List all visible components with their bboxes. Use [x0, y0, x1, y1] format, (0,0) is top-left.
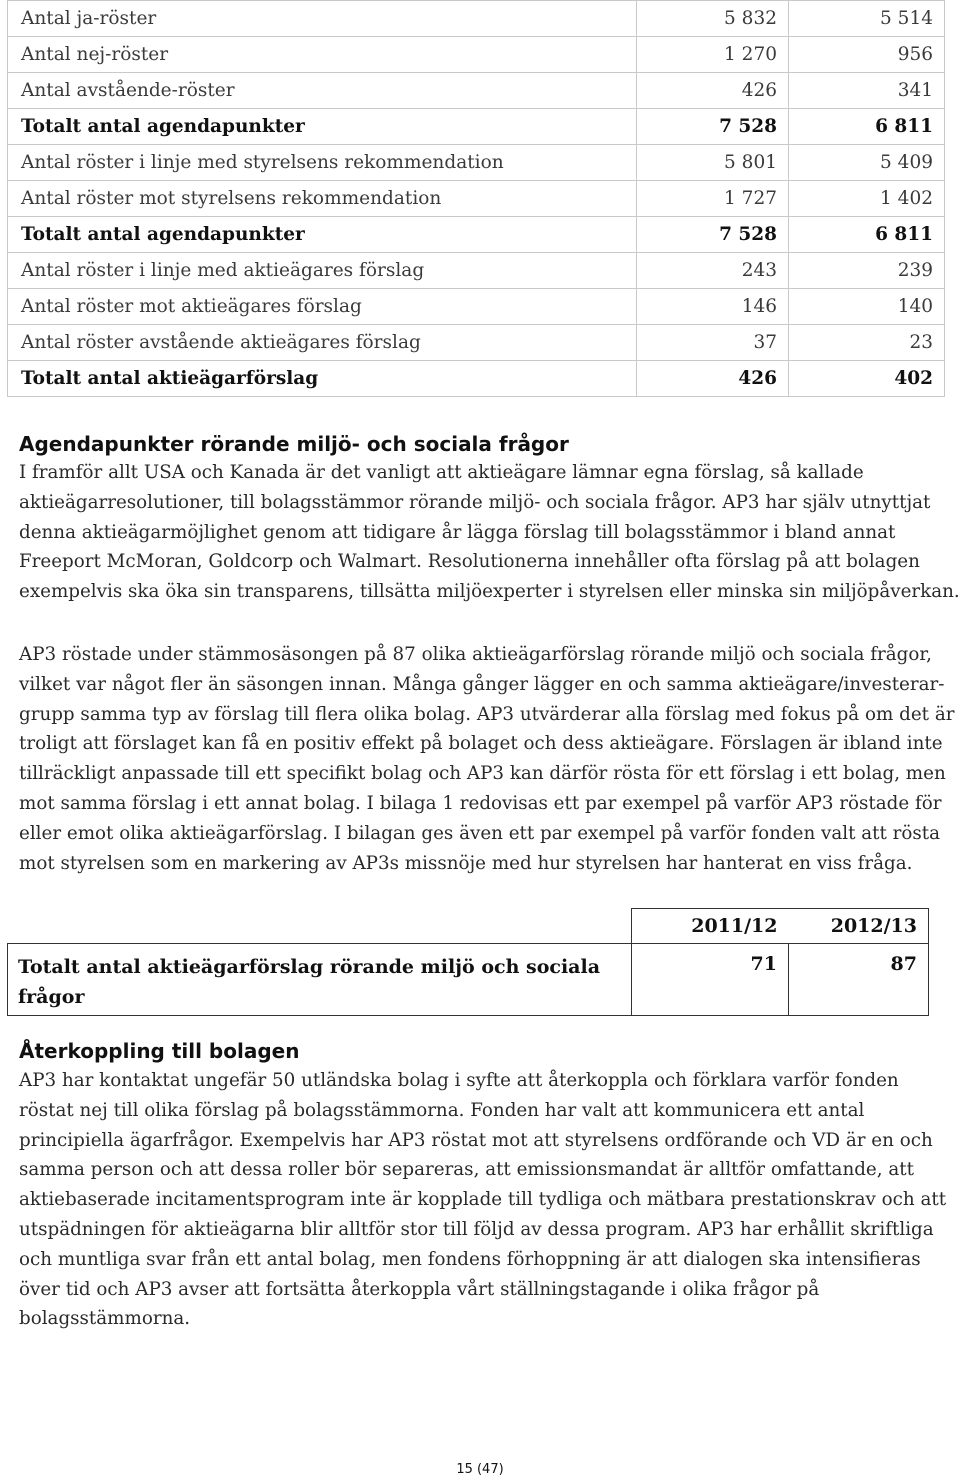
text-line: utspädningen för aktieägarna blir alltför stor till följd av dessa program. AP3 har erhållit skriftliga — [19, 1218, 934, 1240]
row-value-2012-13: 37 — [637, 325, 789, 361]
row-value-2012-13: 146 — [637, 289, 789, 325]
table-row — [8, 37, 945, 73]
table-row — [8, 361, 945, 397]
header-year-2: 2012/13 — [789, 909, 929, 944]
text-line: grupp samma typ av förslag till flera olika bolag. AP3 utvärderar alla förslag med fokus på om det är — [19, 703, 955, 725]
text-line: I framför allt USA och Kanada är det vanligt att aktieägare lämnar egna förslag, så kallade — [19, 462, 864, 483]
row-value-2012-13: 426 — [637, 361, 789, 397]
row-value-2012-13: 7 528 — [637, 217, 789, 253]
text-line: eller emot olika aktieägarförslag. I bilagan ges även ett par exempel på varför fonden valt att rösta — [19, 822, 941, 844]
row-value-2011-12: 239 — [789, 253, 945, 289]
row-label: Antal ja-röster — [8, 1, 637, 37]
row-label: Antal röster avstående aktieägares förslag — [8, 325, 637, 361]
row-label: Totalt antal agendapunkter — [8, 109, 637, 145]
row-label: Antal röster mot styrelsens rekommendation — [8, 181, 637, 217]
text-line: mot styrelsen som en markering av AP3s missnöje med hur styrelsen har hanterat en viss fråga. — [19, 852, 913, 874]
text-line: principiella ägarfrågor. Exempelvis har AP3 röstat mot att styrelsens ordförande och VD är en och — [19, 1129, 933, 1151]
text-line: tillräckligt anpassade till ett specifikt bolag och AP3 kan därför rösta för ett förslag i ett bolag, men — [19, 763, 946, 785]
table-header-row — [8, 909, 929, 944]
text-line: och muntliga svar från ett antal bolag, men fondens förhoppning är att dialogen ska intensifieras — [19, 1248, 921, 1270]
row-value-2012-13: 426 — [637, 73, 789, 109]
text-line: mot samma förslag i ett annat bolag. I bilaga 1 redovisas ett par exempel på varför AP3 röstade för — [19, 792, 942, 814]
row-label: Antal avstående-röster — [8, 73, 637, 109]
row-value-2012-13: 5 832 — [637, 1, 789, 37]
table-row — [8, 1, 945, 37]
votes-table — [7, 0, 945, 397]
row-value-2011-12: 956 — [789, 37, 945, 73]
paragraph-env-intro — [19, 458, 959, 607]
row-value-2011-12: 6 811 — [789, 217, 945, 253]
row-value-2011-12: 341 — [789, 73, 945, 109]
row-value-2012-13: 243 — [637, 253, 789, 289]
text-line: Freeport McMoran, Goldcorp och Walmart. Resolutionerna innehåller ofta förslag på att bolagen — [19, 551, 920, 573]
value-year-1: 71 — [632, 944, 789, 1016]
table-row — [8, 944, 929, 1016]
row-value-2011-12: 5 514 — [789, 1, 945, 37]
row-value-2011-12: 1 402 — [789, 181, 945, 217]
row-label: Totalt antal aktieägarförslag — [8, 361, 637, 397]
table-row — [8, 181, 945, 217]
section-heading-env: Agendapunkter rörande miljö- och sociala frågor — [19, 432, 569, 456]
table-row — [8, 109, 945, 145]
text-line: exempelvis ska öka sin transparens, tillsätta miljöexperter i styrelsen eller minska sin miljöpåverkan. — [19, 581, 960, 603]
text-line: aktieägarresolutioner, till bolagsstämmor rörande miljö- och sociala frågor. AP3 har själv utnyttjat — [19, 491, 931, 513]
row-value-2012-13: 5 801 — [637, 145, 789, 181]
text-line: samma person och att dessa roller bör separeras, att emissionsmandat är alltför omfattande, att — [19, 1159, 914, 1181]
paragraph-feedback — [19, 1066, 959, 1334]
row-value-2012-13: 1 270 — [637, 37, 789, 73]
table-row — [8, 289, 945, 325]
row-value-2011-12: 140 — [789, 289, 945, 325]
row-value-2011-12: 5 409 — [789, 145, 945, 181]
env-proposals-table — [7, 908, 929, 1016]
text-line: denna aktieägarmöjlighet genom att tidigare år lägga förslag till bolagsstämmor i bland annat — [19, 521, 896, 543]
text-line: bolagsstämmorna. — [19, 1308, 191, 1330]
row-label: Totalt antal aktieägarförslag rörande miljö och sociala frågor — [8, 944, 632, 1016]
table-row — [8, 217, 945, 253]
value-year-2: 87 — [789, 944, 929, 1016]
text-line: röstat nej till olika förslag på bolagsstämmorna. Fonden har valt att kommunicera ett antal — [19, 1099, 865, 1121]
text-line: över tid och AP3 avser att fortsätta återkoppla vårt ställningstagande i olika frågor på — [19, 1278, 820, 1300]
text-line: troligt att förslaget kan få en positiv effekt på bolaget och dess aktieägare. Förslagen är ibland inte — [19, 733, 943, 755]
text-line: vilket var något fler än säsongen innan. Många gånger lägger en och samma aktieägare/investerar- — [19, 673, 945, 695]
row-value-2012-13: 7 528 — [637, 109, 789, 145]
table-row — [8, 325, 945, 361]
row-label: Antal röster i linje med aktieägares förslag — [8, 253, 637, 289]
header-year-1: 2011/12 — [632, 909, 789, 944]
row-label: Totalt antal agendapunkter — [8, 217, 637, 253]
table-row — [8, 145, 945, 181]
row-value-2011-12: 402 — [789, 361, 945, 397]
row-value-2012-13: 1 727 — [637, 181, 789, 217]
row-value-2011-12: 23 — [789, 325, 945, 361]
table-row — [8, 253, 945, 289]
section-heading-feedback: Återkoppling till bolagen — [19, 1039, 300, 1063]
table-row — [8, 73, 945, 109]
row-value-2011-12: 6 811 — [789, 109, 945, 145]
row-label: Antal nej-röster — [8, 37, 637, 73]
text-line: aktiebaserade incitamentsprogram inte är kopplade till tydliga och mätbara prestationskrav och att — [19, 1189, 947, 1211]
text-line: AP3 röstade under stämmosäsongen på 87 olika aktieägarförslag rörande miljö och sociala frågor, — [19, 644, 932, 665]
row-label: Antal röster mot aktieägares förslag — [8, 289, 637, 325]
row-label: Antal röster i linje med styrelsens rekommendation — [8, 145, 637, 181]
text-line: AP3 har kontaktat ungefär 50 utländska bolag i syfte att återkoppla och förklara varför fonden — [19, 1070, 899, 1091]
paragraph-env-votes — [19, 640, 959, 878]
page-number: 15 (47) — [456, 1462, 504, 1477]
